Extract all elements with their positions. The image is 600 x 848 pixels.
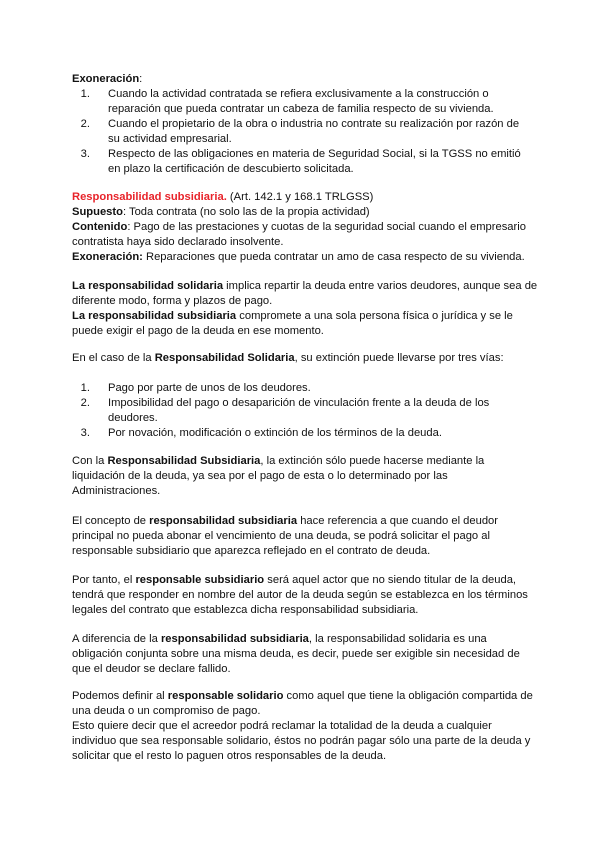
list-item: 2. Cuando el propietario de la obra o industria no contrate su realización por razón de su actividad empresarial.: [80, 117, 520, 145]
paragraph-podemos: Podemos definir al responsable solidario como aquel que tiene la obligación compartida de una deuda o un compromiso de pago. Esto quiere decir que el acreedor podrá reclamar la totalidad de la deuda a cualquier individuo que sea responsable solidario, éstos no podrán pagar sólo una parte de la deuda y solicitar que el resto lo paguen otros responsables de la deuda.: [72, 690, 533, 762]
def-subsidiaria: La responsabilidad subsidiaria compromete a una sola persona física o jurídica y se le puede exigir el pago de la deuda en ese momento.: [72, 309, 513, 337]
paragraph-por-tanto: Por tanto, el responsable subsidiario será aquel actor que no siendo titular de la deuda, tendrá que responder en nombre del autor de la deuda según se establezca en los términos legales del contrato que establezca dicha responsabilidad subsidiaria.: [72, 574, 528, 616]
subsidiaria-heading: Responsabilidad subsidiaria. (Art. 142.1 y 168.1 TRLGSS): [72, 191, 374, 203]
supuesto-line: Supuesto: Toda contrata (no solo las de la propia actividad): [72, 205, 370, 218]
extincion-list: [0, 381, 560, 441]
paragraph-con-la: Con la Responsabilidad Subsidiaria, la extinción sólo puede hacerse mediante la liquidación de la deuda, ya sea por el pago de esta o lo determinado por las Administraciones.: [72, 455, 485, 497]
definitions-section: [72, 279, 542, 339]
exoneracion-title: Exoneración:: [72, 73, 143, 85]
list-item: 1. Cuando la actividad contratada se refiera exclusivamente a la construcción o reparación que pueda contratar un cabeza de familia respecto de su vivienda.: [80, 88, 494, 115]
list-item: 2. Imposibilidad del pago o desaparición de vinculación frente a la deuda de los deudores.: [80, 396, 490, 424]
list-item: 1. Pago por parte de unos de los deudores.: [80, 382, 311, 394]
exoneracion-section: [72, 72, 532, 87]
exoneracion-list: [0, 87, 560, 176]
list-item: 3. Respecto de las obligaciones en materia de Seguridad Social, si la TGSS no emitió en plazo la certificación de descubierto solicitada.: [80, 147, 521, 175]
def-solidaria: La responsabilidad solidaria implica repartir la deuda entre varios deudores, aunque sea de diferente modo, forma y plazos de pago.: [72, 280, 538, 307]
paragraph-concepto: El concepto de responsabilidad subsidiaria hace referencia a que cuando el deudor principal no pueda abonar el vencimiento de una deuda, se podrá solicitar el pago al responsable subsidiario que aparezca reflejado en el contrato de deuda.: [72, 515, 498, 557]
subsidiaria-section: [72, 190, 542, 265]
extincion-intro: En el caso de la Responsabilidad Solidaria, su extinción puede llevarse por tres vías:: [72, 352, 504, 364]
contenido-line: Contenido: Pago de las prestaciones y cuotas de la seguridad social cuando el empresario contratista haya sido declarado insolvente.: [72, 220, 526, 248]
exoneracion-line: Exoneración: Reparaciones que pueda contratar un amo de casa respecto de su vivienda.: [72, 250, 525, 263]
paragraph-a-diferencia: A diferencia de la responsabilidad subsidiaria, la responsabilidad solidaria es una obligación conjunta sobre una misma deuda, es decir, puede ser exigible sin necesidad de que el deudor se declare fallido.: [72, 633, 520, 675]
list-item: 3. Por novación, modificación o extinción de los términos de la deuda.: [80, 426, 442, 439]
